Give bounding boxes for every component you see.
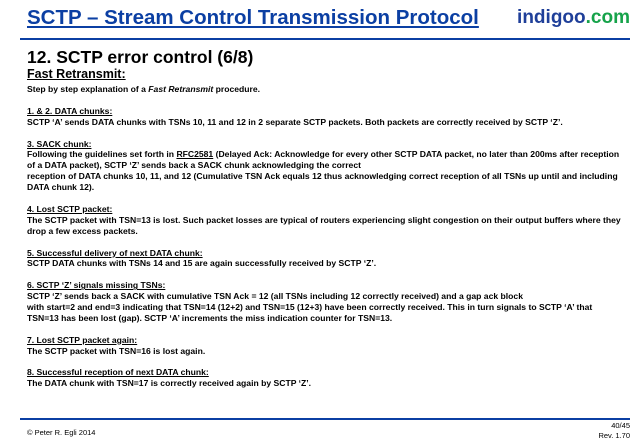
revision: Rev. 1.70	[598, 430, 630, 440]
section-7-heading: 7. Lost SCTP packet again:	[27, 334, 138, 345]
footer-copyright: © Peter R. Egli 2014	[27, 428, 96, 437]
section-8-text: The DATA chunk with TSN=17 is correctly received again by SCTP ‘Z’.	[27, 378, 312, 389]
page-number: 40/45	[611, 421, 630, 430]
section-4-text: The SCTP packet with TSN=13 is lost. Such packet losses are typical of routers experiencing slight congestion on their output buffers where they drop a few excess packets.	[27, 214, 621, 236]
section-5-heading: 5. Successful delivery of next DATA chunk:	[27, 247, 203, 258]
section-1-heading: 1. & 2. DATA chunks:	[27, 105, 113, 116]
section-5-text: SCTP DATA chunks with TSNs 14 and 15 are again successfully received by SCTP ‘Z’.	[27, 258, 377, 269]
intro-prefix: Step by step explanation of a	[27, 84, 149, 94]
section-6-text-line2: with start=2 and end=3 indicating that TSN=14 (12+2) and TSN=15 (12+3) have been correctly received. This in turn signals to SCTP ‘A’ that TSN=13 has been lost (gap). SCTP ‘A’ increments the miss indication counter for TSN=13.	[27, 302, 593, 323]
intro-suffix: procedure.	[213, 84, 261, 94]
brand-suffix: .com	[585, 7, 630, 28]
header-title: SCTP – Stream Control Transmission Protocol	[27, 6, 479, 29]
section-6-heading: 6. SCTP ‘Z’ signals missing TSNs:	[27, 280, 166, 291]
section-7-text: The SCTP packet with TSN=16 is lost again.	[27, 345, 206, 356]
intro-emphasis: Fast Retransmit	[148, 84, 214, 94]
section-6-text-line1: SCTP ‘Z’ sends back a SACK with cumulative TSN Ack = 12 (all TSNs including 12 correctly received) and a gap ack block	[27, 291, 523, 302]
rfc2581-link[interactable]: RFC2581	[176, 149, 214, 160]
header-divider	[20, 38, 630, 40]
slide-subtitle: Fast Retransmit:	[27, 67, 126, 81]
slide-header	[0, 0, 638, 40]
section-1-text: SCTP ‘A’ sends DATA chunks with TSNs 10, 11 and 12 in 2 separate SCTP packets. Both packets are correctly received by SCTP ‘Z’.	[27, 116, 563, 127]
section-3-text	[27, 149, 625, 171]
intro-paragraph	[27, 84, 625, 95]
slide-body	[27, 84, 625, 389]
section-3-text-line2: reception of DATA chunks 10, 11, and 12 (Cumulative TSN Ack equals 12 thus acknowledging correct reception of all TSNs up until and including DATA chunk 12).	[27, 171, 618, 193]
section-8-heading: 8. Successful reception of next DATA chunk:	[27, 367, 209, 378]
brand-logo	[517, 7, 630, 29]
brand-main: indigoo	[517, 7, 586, 28]
section-3-text-after-link: (Delayed Ack: Acknowledge for every other SCTP DATA packet, no later than 200ms after reception of a DATA packet), SCTP ‘Z’ sends back a SACK chunk acknowledging the correct	[27, 149, 620, 171]
footer-divider	[20, 418, 630, 420]
section-4-heading: 4. Lost SCTP packet:	[27, 203, 113, 214]
section-3-text-before-link: Following the guidelines set forth in	[27, 149, 177, 160]
section-3-heading: 3. SACK chunk:	[27, 138, 92, 149]
slide-title: 12. SCTP error control (6/8)	[27, 47, 254, 67]
footer-page-info	[598, 421, 630, 440]
